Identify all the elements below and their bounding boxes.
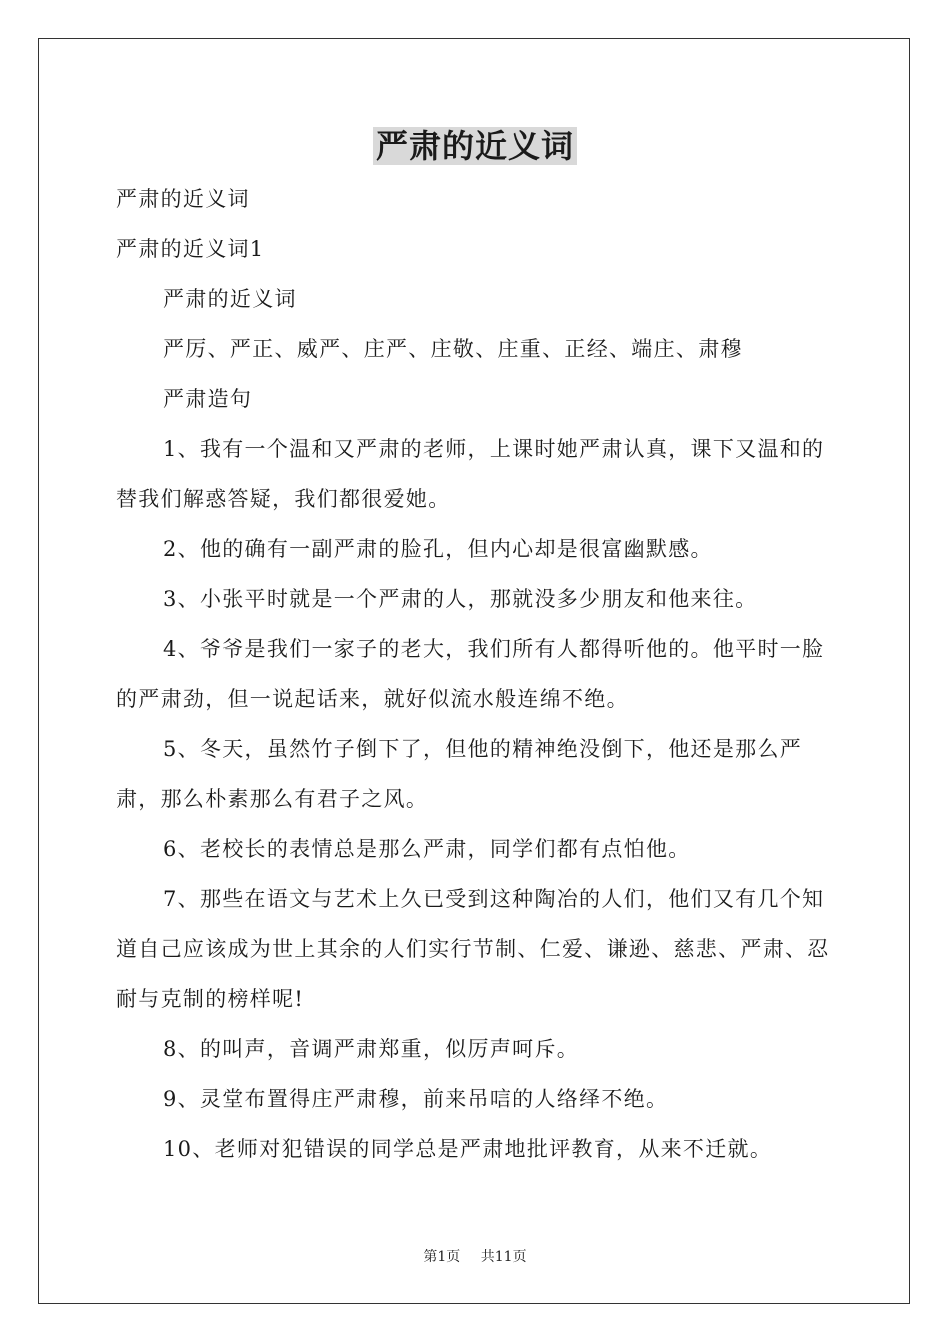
sentence-item: 1、我有一个温和又严肃的老师，上课时她严肃认真，课下又温和的替我们解惑答疑，我们都很爱她。	[116, 437, 825, 511]
sentence-item: 8、的叫声，音调严肃郑重，似厉声呵斥。	[163, 1037, 580, 1061]
sentence-item: 10、老师对犯错误的同学总是严肃地批评教育，从来不迁就。	[163, 1137, 773, 1161]
synonyms-heading: 严肃的近义词	[163, 287, 297, 311]
section-heading: 严肃的近义词1	[116, 237, 265, 261]
document-subtitle: 严肃的近义词	[116, 187, 250, 211]
document-title	[0, 124, 950, 168]
page-number: 第1页	[423, 1249, 461, 1265]
sentence-item: 2、他的确有一副严肃的脸孔，但内心却是很富幽默感。	[163, 537, 713, 561]
page-total: 共11页	[480, 1249, 527, 1265]
sentence-item: 3、小张平时就是一个严肃的人，那就没多少朋友和他来往。	[163, 587, 758, 611]
sentence-item: 5、冬天，虽然竹子倒下了，但他的精神绝没倒下，他还是那么严肃，那么朴素那么有君子之风。	[116, 737, 803, 811]
sentences-heading: 严肃造句	[163, 387, 253, 411]
sentence-item: 6、老校长的表情总是那么严肃，同学们都有点怕他。	[163, 837, 691, 861]
sentence-item: 7、那些在语文与艺术上久已受到这种陶冶的人们，他们又有几个知道自己应该成为世上其余的人们实行节制、仁爱、谦逊、慈悲、严肃、忍耐与克制的榜样呢!	[116, 887, 830, 1011]
page-footer	[0, 1248, 950, 1266]
sentence-item: 9、灵堂布置得庄严肃穆，前来吊唁的人络绎不绝。	[163, 1087, 669, 1111]
synonyms-list: 严厉、严正、威严、庄严、庄敬、庄重、正经、端庄、肃穆	[163, 337, 743, 361]
document-title-text: 严肃的近义词	[373, 127, 577, 165]
document-body	[116, 174, 836, 1174]
sentence-item: 4、爷爷是我们一家子的老大，我们所有人都得听他的。他平时一脸的严肃劲，但一说起话来，就好似流水般连绵不绝。	[116, 637, 825, 711]
